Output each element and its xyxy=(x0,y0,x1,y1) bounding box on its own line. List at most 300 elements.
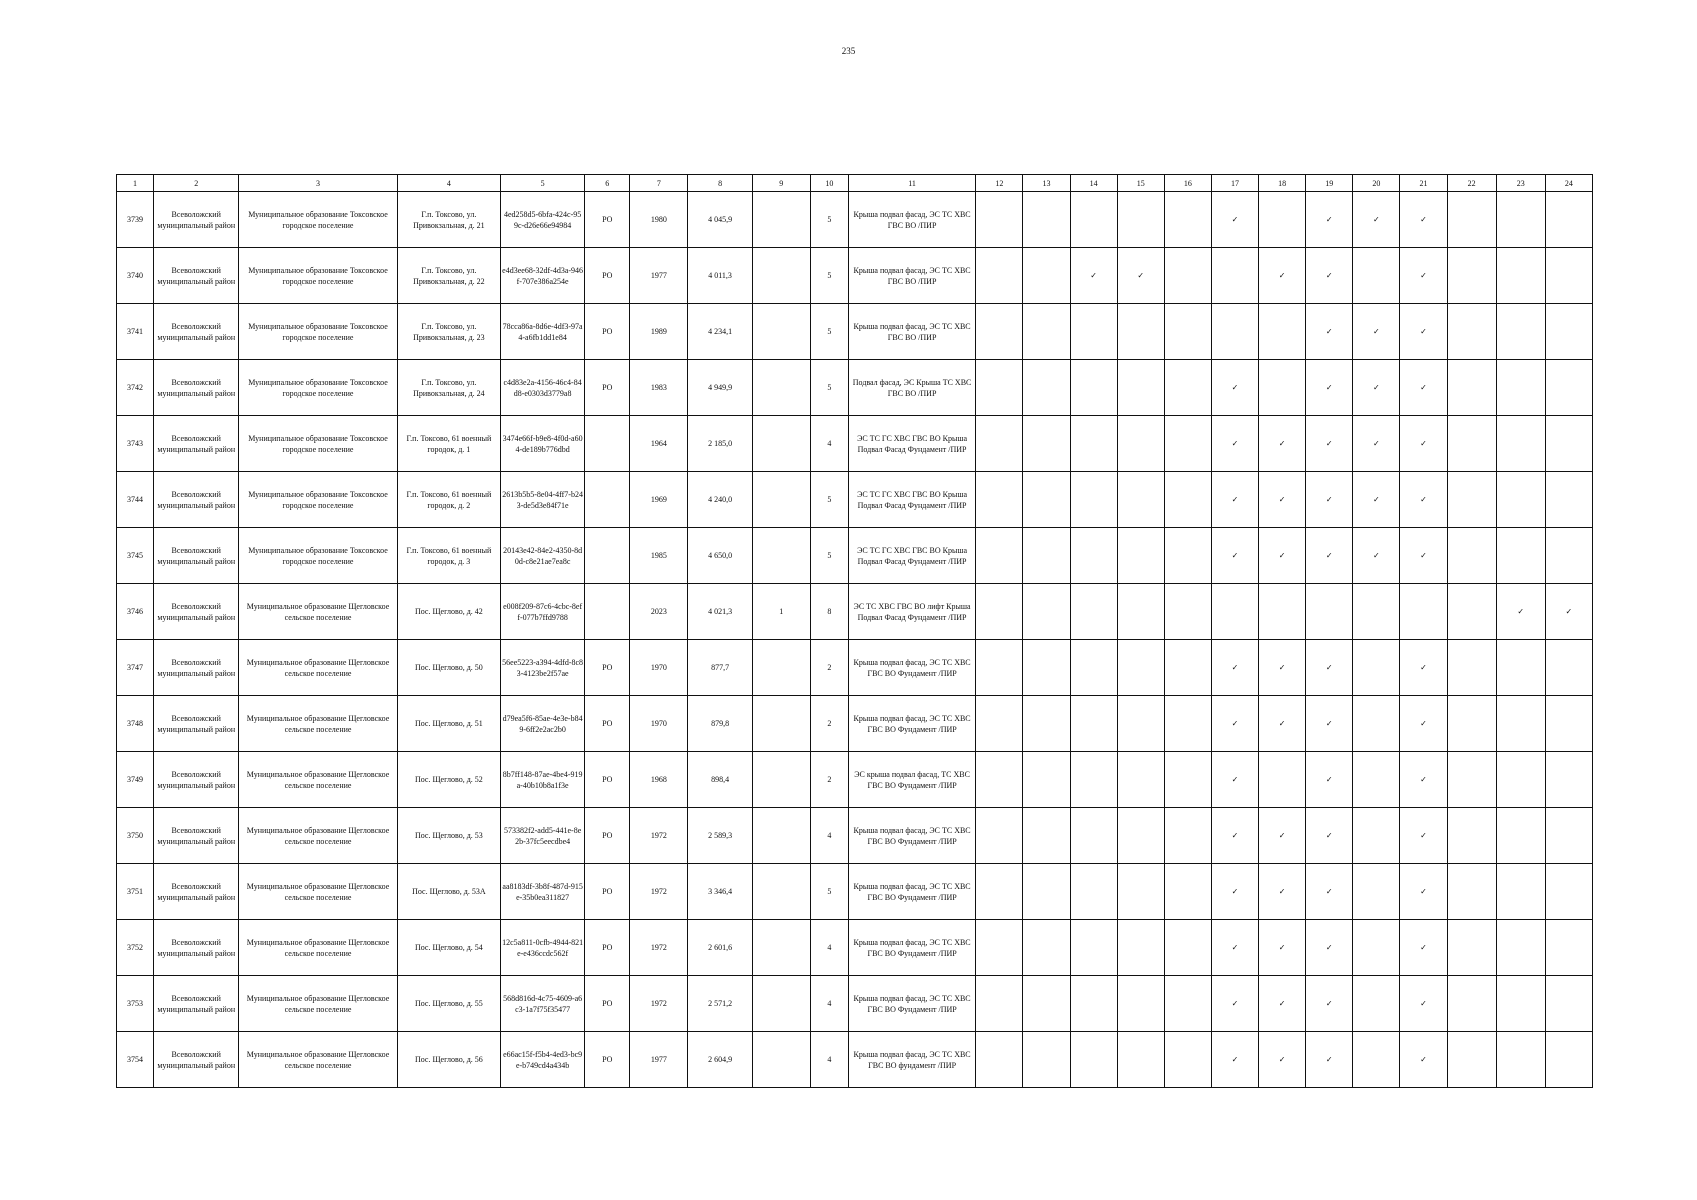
work-column-13-cell xyxy=(1023,304,1070,360)
district-cell: Всеволожский муниципальный район xyxy=(154,864,239,920)
work-column-16-cell xyxy=(1164,920,1211,976)
address-cell: Г.п. Токсово, ул. Привокзальная, д. 23 xyxy=(397,304,500,360)
municipality-cell: Муниципальное образование Токсовское городское поселение xyxy=(239,248,397,304)
address-cell: Пос. Щеглово, д. 53 xyxy=(397,808,500,864)
check-mark-icon: ✓ xyxy=(1231,439,1239,448)
work-column-13-cell xyxy=(1023,920,1070,976)
work-column-18-cell xyxy=(1259,920,1306,976)
floors-cell: 5 xyxy=(810,192,848,248)
district-cell: Всеволожский муниципальный район xyxy=(154,976,239,1032)
page-number: 235 xyxy=(841,46,856,56)
column-9-cell xyxy=(752,640,810,696)
work-column-24-cell xyxy=(1545,752,1592,808)
work-column-16-cell xyxy=(1164,584,1211,640)
column-9-cell xyxy=(752,416,810,472)
work-column-19-cell xyxy=(1306,864,1353,920)
floors-cell: 4 xyxy=(810,976,848,1032)
row-number-cell: 3740 xyxy=(117,248,154,304)
work-column-17-cell xyxy=(1211,528,1258,584)
work-column-14-cell xyxy=(1070,1032,1117,1088)
check-mark-icon: ✓ xyxy=(1325,215,1333,224)
area-cell: 898,4 xyxy=(688,752,752,808)
column-header-19: 19 xyxy=(1306,175,1353,192)
work-column-23-cell xyxy=(1496,640,1545,696)
work-column-18-cell xyxy=(1259,808,1306,864)
table-row xyxy=(117,472,1593,528)
row-number-cell: 3741 xyxy=(117,304,154,360)
check-mark-icon: ✓ xyxy=(1420,999,1427,1008)
work-column-16-cell xyxy=(1164,304,1211,360)
check-mark-icon: ✓ xyxy=(1420,943,1427,952)
table-row xyxy=(117,808,1593,864)
work-column-14-cell xyxy=(1070,416,1117,472)
work-column-19-cell xyxy=(1306,696,1353,752)
check-mark-icon: ✓ xyxy=(1420,495,1427,504)
address-cell: Пос. Щеглово, д. 51 xyxy=(397,696,500,752)
work-column-15-cell xyxy=(1117,976,1164,1032)
check-mark-icon: ✓ xyxy=(1278,831,1286,840)
work-column-19-cell xyxy=(1306,584,1353,640)
work-column-21-cell xyxy=(1400,472,1447,528)
work-column-24-cell xyxy=(1545,248,1592,304)
year-built-cell: 1977 xyxy=(630,248,688,304)
work-column-18-cell xyxy=(1259,584,1306,640)
address-cell: Г.п. Токсово, ул. Привокзальная, д. 21 xyxy=(397,192,500,248)
work-column-22-cell xyxy=(1447,976,1496,1032)
check-mark-icon: ✓ xyxy=(1372,383,1380,392)
work-column-17-cell xyxy=(1211,920,1258,976)
work-column-14-cell xyxy=(1070,976,1117,1032)
column-header-10: 10 xyxy=(810,175,848,192)
address-cell: Г.п. Токсово, ул. Привокзальная, д. 22 xyxy=(397,248,500,304)
year-built-cell: 1972 xyxy=(630,864,688,920)
column-9-cell xyxy=(752,808,810,864)
column-9-cell: 1 xyxy=(752,584,810,640)
area-cell: 4 240,0 xyxy=(688,472,752,528)
work-column-19-cell xyxy=(1306,752,1353,808)
ownership-form-cell: РО xyxy=(585,976,630,1032)
check-mark-icon: ✓ xyxy=(1231,383,1239,392)
column-header-13: 13 xyxy=(1023,175,1070,192)
year-built-cell: 1985 xyxy=(630,528,688,584)
area-cell: 4 650,0 xyxy=(688,528,752,584)
municipality-cell: Муниципальное образование Щегловское сельское поселение xyxy=(239,640,397,696)
area-cell: 4 021,3 xyxy=(688,584,752,640)
work-column-19-cell xyxy=(1306,248,1353,304)
work-column-21-cell xyxy=(1400,976,1447,1032)
work-column-19-cell xyxy=(1306,192,1353,248)
check-mark-icon: ✓ xyxy=(1517,607,1525,616)
area-cell: 877,7 xyxy=(688,640,752,696)
table-row xyxy=(117,640,1593,696)
works-list-cell: Крыша подвал фасад, ЭС ТС ХВС ГВС ВО Фундамент /ПИР xyxy=(848,808,975,864)
check-mark-icon: ✓ xyxy=(1325,551,1333,560)
row-number-cell: 3744 xyxy=(117,472,154,528)
work-column-13-cell xyxy=(1023,584,1070,640)
work-column-19-cell xyxy=(1306,472,1353,528)
floors-cell: 5 xyxy=(810,360,848,416)
check-mark-icon: ✓ xyxy=(1325,831,1333,840)
check-mark-icon: ✓ xyxy=(1325,495,1333,504)
address-cell: Пос. Щеглово, д. 56 xyxy=(397,1032,500,1088)
work-column-17-cell xyxy=(1211,864,1258,920)
house-code-cell: e008f209-87c6-4cbc-8eff-077b7ffd9788 xyxy=(501,584,585,640)
work-column-15-cell xyxy=(1117,920,1164,976)
works-list-cell: Крыша подвал фасад, ЭС ТС ХВС ГВС ВО /ПИР xyxy=(848,304,975,360)
work-column-22-cell xyxy=(1447,360,1496,416)
year-built-cell: 1977 xyxy=(630,1032,688,1088)
address-cell: Г.п. Токсово, 61 военный городок, д. 2 xyxy=(397,472,500,528)
address-cell: Пос. Щеглово, д. 53А xyxy=(397,864,500,920)
work-column-20-cell xyxy=(1353,584,1400,640)
work-column-22-cell xyxy=(1447,1032,1496,1088)
table-row xyxy=(117,360,1593,416)
work-column-16-cell xyxy=(1164,416,1211,472)
work-column-17-cell xyxy=(1211,976,1258,1032)
work-column-20-cell xyxy=(1353,416,1400,472)
column-header-22: 22 xyxy=(1447,175,1496,192)
ownership-form-cell xyxy=(585,584,630,640)
work-column-20-cell xyxy=(1353,192,1400,248)
check-mark-icon: ✓ xyxy=(1420,327,1427,336)
check-mark-icon: ✓ xyxy=(1278,439,1286,448)
work-column-18-cell xyxy=(1259,864,1306,920)
check-mark-icon: ✓ xyxy=(1325,887,1333,896)
work-column-24-cell xyxy=(1545,192,1592,248)
house-code-cell: 78cca86a-8d6e-4df3-97a4-a6fb1dd1e84 xyxy=(501,304,585,360)
area-cell: 2 185,0 xyxy=(688,416,752,472)
area-cell: 4 045,9 xyxy=(688,192,752,248)
work-column-21-cell xyxy=(1400,640,1447,696)
floors-cell: 2 xyxy=(810,696,848,752)
check-mark-icon: ✓ xyxy=(1278,495,1286,504)
work-column-13-cell xyxy=(1023,808,1070,864)
house-code-cell: 56ee5223-a394-4dfd-8c83-4123be2f57ae xyxy=(501,640,585,696)
work-column-12-cell xyxy=(976,192,1023,248)
work-column-17-cell xyxy=(1211,472,1258,528)
house-code-cell: 12c5a811-0cfb-4944-821e-e436ccdc562f xyxy=(501,920,585,976)
year-built-cell: 1970 xyxy=(630,640,688,696)
check-mark-icon: ✓ xyxy=(1372,495,1380,504)
column-header-5: 5 xyxy=(501,175,585,192)
work-column-14-cell xyxy=(1070,920,1117,976)
work-column-15-cell xyxy=(1117,696,1164,752)
work-column-22-cell xyxy=(1447,192,1496,248)
column-9-cell xyxy=(752,864,810,920)
column-header-6: 6 xyxy=(585,175,630,192)
address-cell: Пос. Щеглово, д. 55 xyxy=(397,976,500,1032)
year-built-cell: 1980 xyxy=(630,192,688,248)
work-column-17-cell xyxy=(1211,752,1258,808)
check-mark-icon: ✓ xyxy=(1420,887,1427,896)
table-row xyxy=(117,864,1593,920)
works-list-cell: Крыша подвал фасад, ЭС ТС ХВС ГВС ВО Фундамент /ПИР xyxy=(848,696,975,752)
district-cell: Всеволожский муниципальный район xyxy=(154,808,239,864)
work-column-24-cell xyxy=(1545,360,1592,416)
work-column-12-cell xyxy=(976,472,1023,528)
work-column-18-cell xyxy=(1259,976,1306,1032)
district-cell: Всеволожский муниципальный район xyxy=(154,1032,239,1088)
work-column-20-cell xyxy=(1353,976,1400,1032)
column-9-cell xyxy=(752,752,810,808)
table-row xyxy=(117,976,1593,1032)
work-column-24-cell xyxy=(1545,584,1592,640)
table-row xyxy=(117,752,1593,808)
work-column-12-cell xyxy=(976,808,1023,864)
year-built-cell: 1970 xyxy=(630,696,688,752)
work-column-15-cell xyxy=(1117,472,1164,528)
work-column-13-cell xyxy=(1023,416,1070,472)
row-number-cell: 3753 xyxy=(117,976,154,1032)
work-column-12-cell xyxy=(976,1032,1023,1088)
house-code-cell: e66ac15f-f5b4-4ed3-bc9e-b749cd4a434b xyxy=(501,1032,585,1088)
work-column-13-cell xyxy=(1023,864,1070,920)
column-9-cell xyxy=(752,920,810,976)
column-header-20: 20 xyxy=(1353,175,1400,192)
work-column-20-cell xyxy=(1353,472,1400,528)
work-column-16-cell xyxy=(1164,864,1211,920)
row-number-cell: 3746 xyxy=(117,584,154,640)
work-column-24-cell xyxy=(1545,1032,1592,1088)
work-column-13-cell xyxy=(1023,528,1070,584)
check-mark-icon: ✓ xyxy=(1372,439,1380,448)
check-mark-icon: ✓ xyxy=(1278,1055,1286,1064)
work-column-23-cell xyxy=(1496,304,1545,360)
work-column-12-cell xyxy=(976,920,1023,976)
work-column-24-cell xyxy=(1545,472,1592,528)
work-column-13-cell xyxy=(1023,640,1070,696)
ownership-form-cell xyxy=(585,528,630,584)
house-code-cell: 2613b5b5-8e04-4ff7-b243-de5d3e84f71e xyxy=(501,472,585,528)
work-column-19-cell xyxy=(1306,528,1353,584)
work-column-20-cell xyxy=(1353,920,1400,976)
area-cell: 4 949,9 xyxy=(688,360,752,416)
column-9-cell xyxy=(752,304,810,360)
work-column-23-cell xyxy=(1496,864,1545,920)
check-mark-icon: ✓ xyxy=(1325,439,1333,448)
work-column-15-cell xyxy=(1117,584,1164,640)
check-mark-icon: ✓ xyxy=(1137,271,1145,280)
work-column-19-cell xyxy=(1306,304,1353,360)
work-column-12-cell xyxy=(976,416,1023,472)
table-row xyxy=(117,1032,1593,1088)
district-cell: Всеволожский муниципальный район xyxy=(154,920,239,976)
floors-cell: 2 xyxy=(810,640,848,696)
work-column-24-cell xyxy=(1545,696,1592,752)
ownership-form-cell: РО xyxy=(585,752,630,808)
municipality-cell: Муниципальное образование Щегловское сельское поселение xyxy=(239,864,397,920)
work-column-23-cell xyxy=(1496,472,1545,528)
column-9-cell xyxy=(752,976,810,1032)
area-cell: 4 011,3 xyxy=(688,248,752,304)
municipality-cell: Муниципальное образование Щегловское сельское поселение xyxy=(239,920,397,976)
work-column-16-cell xyxy=(1164,528,1211,584)
row-number-cell: 3750 xyxy=(117,808,154,864)
work-column-22-cell xyxy=(1447,864,1496,920)
check-mark-icon: ✓ xyxy=(1420,719,1427,728)
check-mark-icon: ✓ xyxy=(1420,663,1427,672)
column-9-cell xyxy=(752,360,810,416)
work-column-24-cell xyxy=(1545,304,1592,360)
work-column-15-cell xyxy=(1117,752,1164,808)
works-list-cell: ЭС ТС ХВС ГВС ВО лифт Крыша Подвал Фасад Фундамент /ПИР xyxy=(848,584,975,640)
check-mark-icon: ✓ xyxy=(1420,383,1427,392)
work-column-13-cell xyxy=(1023,472,1070,528)
check-mark-icon: ✓ xyxy=(1278,719,1286,728)
check-mark-icon: ✓ xyxy=(1372,327,1380,336)
work-column-23-cell xyxy=(1496,752,1545,808)
work-column-23-cell xyxy=(1496,808,1545,864)
work-column-18-cell xyxy=(1259,752,1306,808)
work-column-21-cell xyxy=(1400,192,1447,248)
year-built-cell: 1969 xyxy=(630,472,688,528)
municipality-cell: Муниципальное образование Токсовское городское поселение xyxy=(239,472,397,528)
work-column-22-cell xyxy=(1447,808,1496,864)
district-cell: Всеволожский муниципальный район xyxy=(154,584,239,640)
work-column-17-cell xyxy=(1211,360,1258,416)
year-built-cell: 1968 xyxy=(630,752,688,808)
work-column-22-cell xyxy=(1447,584,1496,640)
ownership-form-cell: РО xyxy=(585,696,630,752)
work-column-14-cell xyxy=(1070,472,1117,528)
work-column-23-cell xyxy=(1496,920,1545,976)
column-header-18: 18 xyxy=(1259,175,1306,192)
work-column-16-cell xyxy=(1164,472,1211,528)
floors-cell: 4 xyxy=(810,416,848,472)
check-mark-icon: ✓ xyxy=(1325,383,1333,392)
area-cell: 2 601,6 xyxy=(688,920,752,976)
ownership-form-cell: РО xyxy=(585,640,630,696)
check-mark-icon: ✓ xyxy=(1231,551,1239,560)
work-column-12-cell xyxy=(976,584,1023,640)
work-column-20-cell xyxy=(1353,360,1400,416)
check-mark-icon: ✓ xyxy=(1278,551,1286,560)
work-column-13-cell xyxy=(1023,192,1070,248)
check-mark-icon: ✓ xyxy=(1231,831,1239,840)
check-mark-icon: ✓ xyxy=(1420,551,1427,560)
municipality-cell: Муниципальное образование Щегловское сельское поселение xyxy=(239,976,397,1032)
table-row xyxy=(117,248,1593,304)
row-number-cell: 3751 xyxy=(117,864,154,920)
municipality-cell: Муниципальное образование Токсовское городское поселение xyxy=(239,416,397,472)
column-header-15: 15 xyxy=(1117,175,1164,192)
check-mark-icon: ✓ xyxy=(1420,775,1427,784)
work-column-14-cell xyxy=(1070,696,1117,752)
year-built-cell: 1964 xyxy=(630,416,688,472)
work-column-19-cell xyxy=(1306,920,1353,976)
work-column-21-cell xyxy=(1400,864,1447,920)
check-mark-icon: ✓ xyxy=(1372,215,1380,224)
work-column-24-cell xyxy=(1545,976,1592,1032)
work-column-21-cell xyxy=(1400,696,1447,752)
ownership-form-cell xyxy=(585,416,630,472)
work-column-13-cell xyxy=(1023,752,1070,808)
check-mark-icon: ✓ xyxy=(1420,271,1427,280)
municipality-cell: Муниципальное образование Щегловское сельское поселение xyxy=(239,808,397,864)
check-mark-icon: ✓ xyxy=(1325,1055,1333,1064)
column-header-17: 17 xyxy=(1211,175,1258,192)
check-mark-icon: ✓ xyxy=(1325,271,1333,280)
work-column-19-cell xyxy=(1306,808,1353,864)
floors-cell: 8 xyxy=(810,584,848,640)
work-column-23-cell xyxy=(1496,416,1545,472)
year-built-cell: 1989 xyxy=(630,304,688,360)
house-code-cell: 573382f2-add5-441e-8e2b-37fc5eecdbe4 xyxy=(501,808,585,864)
work-column-22-cell xyxy=(1447,528,1496,584)
ownership-form-cell xyxy=(585,472,630,528)
work-column-24-cell xyxy=(1545,864,1592,920)
column-header-8: 8 xyxy=(688,175,752,192)
column-9-cell xyxy=(752,696,810,752)
work-column-22-cell xyxy=(1447,752,1496,808)
municipality-cell: Муниципальное образование Щегловское сельское поселение xyxy=(239,1032,397,1088)
work-column-18-cell xyxy=(1259,528,1306,584)
check-mark-icon: ✓ xyxy=(1325,719,1333,728)
house-code-cell: 4ed258d5-6bfa-424c-959c-d26e66e94984 xyxy=(501,192,585,248)
house-code-cell: c4d83e2a-4156-46c4-84d8-e0303d3779a8 xyxy=(501,360,585,416)
work-column-14-cell xyxy=(1070,192,1117,248)
work-column-24-cell xyxy=(1545,640,1592,696)
table-body xyxy=(117,192,1593,1088)
work-column-15-cell xyxy=(1117,360,1164,416)
column-header-9: 9 xyxy=(752,175,810,192)
work-column-20-cell xyxy=(1353,248,1400,304)
area-cell: 2 571,2 xyxy=(688,976,752,1032)
work-column-22-cell xyxy=(1447,304,1496,360)
work-column-15-cell xyxy=(1117,864,1164,920)
check-mark-icon: ✓ xyxy=(1231,215,1239,224)
work-column-20-cell xyxy=(1353,808,1400,864)
address-cell: Г.п. Токсово, 61 военный городок, д. 1 xyxy=(397,416,500,472)
work-column-19-cell xyxy=(1306,416,1353,472)
floors-cell: 4 xyxy=(810,920,848,976)
work-column-19-cell xyxy=(1306,1032,1353,1088)
district-cell: Всеволожский муниципальный район xyxy=(154,472,239,528)
works-list-cell: Крыша подвал фасад, ЭС ТС ХВС ГВС ВО Фундамент /ПИР xyxy=(848,920,975,976)
address-cell: Г.п. Токсово, 61 военный городок, д. 3 xyxy=(397,528,500,584)
work-column-17-cell xyxy=(1211,248,1258,304)
work-column-23-cell xyxy=(1496,696,1545,752)
work-column-13-cell xyxy=(1023,1032,1070,1088)
district-cell: Всеволожский муниципальный район xyxy=(154,304,239,360)
table-row xyxy=(117,696,1593,752)
work-column-16-cell xyxy=(1164,752,1211,808)
check-mark-icon: ✓ xyxy=(1231,495,1239,504)
work-column-24-cell xyxy=(1545,416,1592,472)
works-list-cell: Крыша подвал фасад, ЭС ТС ХВС ГВС ВО фундамент /ПИР xyxy=(848,1032,975,1088)
registry-table xyxy=(116,174,1593,1088)
floors-cell: 5 xyxy=(810,304,848,360)
work-column-19-cell xyxy=(1306,640,1353,696)
ownership-form-cell: РО xyxy=(585,248,630,304)
district-cell: Всеволожский муниципальный район xyxy=(154,248,239,304)
work-column-12-cell xyxy=(976,304,1023,360)
house-code-cell: 3474e66f-b9e8-4f0d-a604-de189b776dbd xyxy=(501,416,585,472)
column-9-cell xyxy=(752,1032,810,1088)
work-column-14-cell xyxy=(1070,808,1117,864)
check-mark-icon: ✓ xyxy=(1278,999,1286,1008)
floors-cell: 4 xyxy=(810,808,848,864)
column-header-4: 4 xyxy=(397,175,500,192)
check-mark-icon: ✓ xyxy=(1420,439,1427,448)
work-column-23-cell xyxy=(1496,192,1545,248)
check-mark-icon: ✓ xyxy=(1278,271,1286,280)
work-column-24-cell xyxy=(1545,920,1592,976)
work-column-17-cell xyxy=(1211,584,1258,640)
work-column-14-cell xyxy=(1070,304,1117,360)
ownership-form-cell: РО xyxy=(585,304,630,360)
work-column-18-cell xyxy=(1259,248,1306,304)
